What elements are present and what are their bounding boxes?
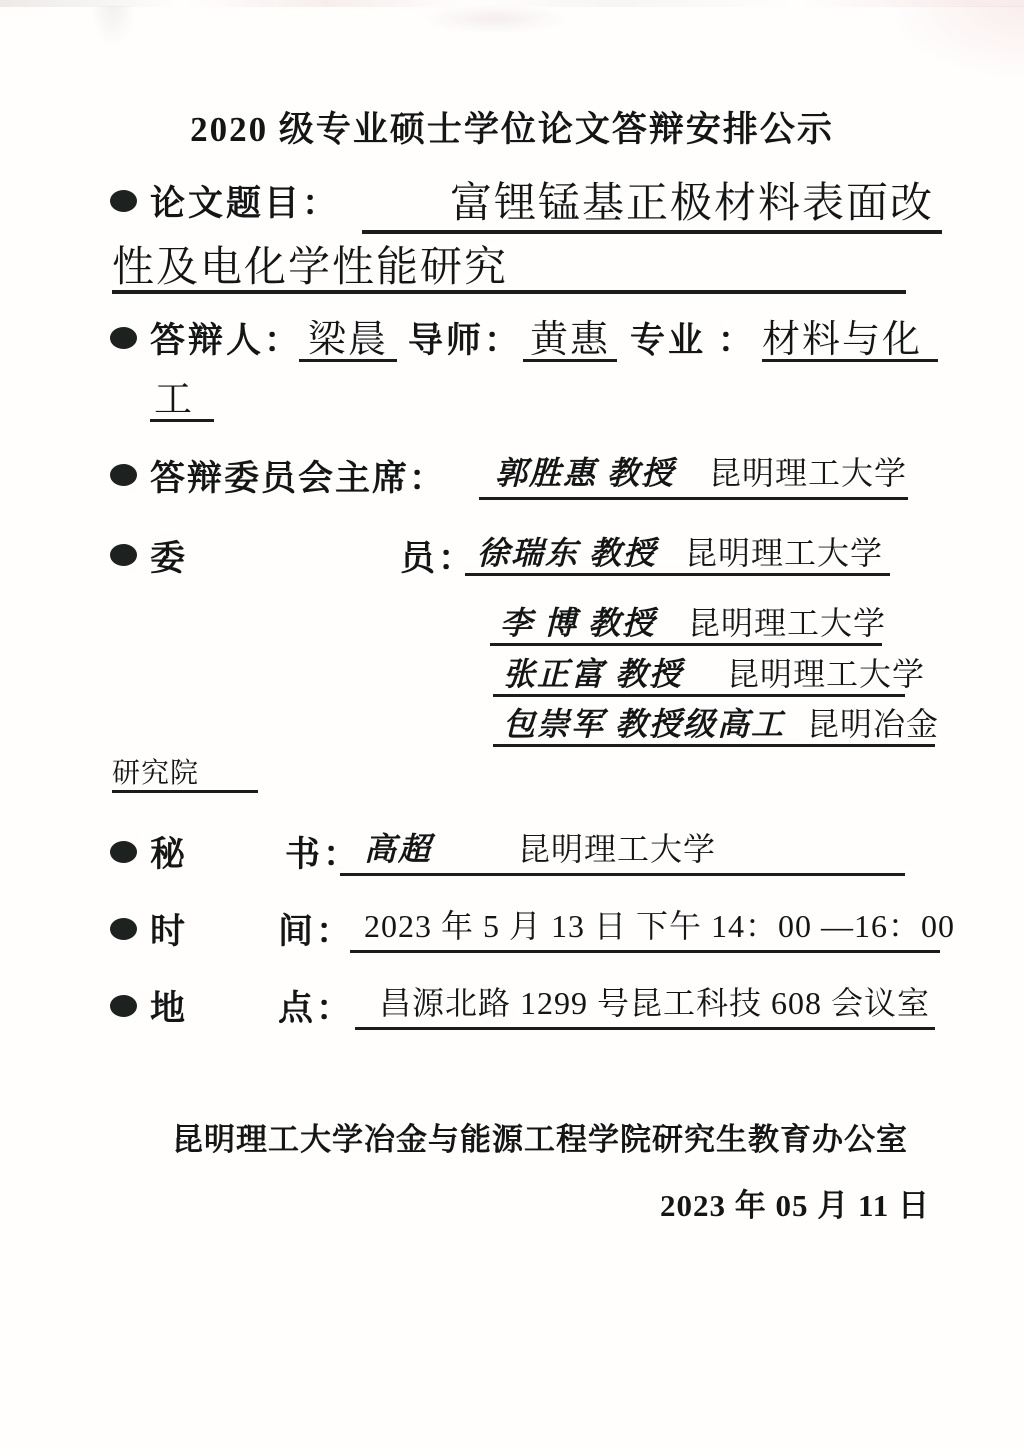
major-value-line2: 工 (150, 368, 214, 422)
chair-label: 答辩委员会主席： (150, 459, 447, 498)
major-label: 专业 ： (630, 321, 756, 360)
member-org: 昆明理工大学 (727, 656, 926, 692)
committee-member-row (493, 699, 940, 747)
advisor-name: 黄惠 (523, 308, 617, 362)
committee-member-row (493, 649, 926, 697)
scan-edge-artifact (0, 0, 1024, 7)
footer-office: 昆明理工大学冶金与能源工程学院研究生教育办公室 (172, 1122, 908, 1157)
member-name: 李 博 教授 (500, 605, 657, 641)
member-name: 徐瑞东 教授 (477, 535, 658, 571)
secretary-org: 昆明理工大学 (518, 831, 717, 867)
committee-member-row (465, 528, 890, 576)
bullet-marker (110, 544, 137, 566)
committee-label-colon: 员： (400, 539, 477, 578)
time-value: 2023 年 5 月 13 日 下午 14：00 —16：00 (350, 901, 940, 953)
committee-member-row (490, 598, 887, 646)
bullet-marker (110, 464, 137, 486)
page-title: 2020 级专业硕士学位论文答辩安排公示 (190, 110, 834, 149)
chair-org: 昆明理工大学 (709, 455, 908, 491)
member-org-carryover: 研究院 (112, 751, 258, 793)
bullet-marker (110, 995, 137, 1017)
advisor-label: 导师： (408, 321, 523, 360)
scan-smudge (420, 4, 570, 34)
bullet-marker (110, 327, 137, 349)
committee-label: 委 (150, 539, 189, 578)
thesis-title-line2: 性及电化学性能研究 (112, 234, 906, 294)
secretary-label: 秘 (150, 835, 189, 874)
scan-smudge (90, 6, 136, 48)
time-label: 时 (150, 912, 189, 951)
thesis-title-label: 论文题目： (150, 184, 341, 223)
location-label: 地 (150, 989, 189, 1028)
member-org: 昆明冶金 (807, 706, 940, 742)
bullet-marker (110, 190, 137, 212)
secretary-label-colon: 书： (285, 835, 362, 874)
member-name: 包崇军 教授级高工 (503, 706, 786, 742)
bullet-marker (110, 918, 137, 940)
time-label-colon: 间： (278, 912, 355, 951)
location-label-colon: 点： (278, 989, 355, 1028)
location-value: 昌源北路 1299 号昆工科技 608 会议室 (355, 978, 935, 1030)
defender-label: 答辩人： (150, 321, 303, 360)
footer-date: 2023 年 05 月 11 日 (659, 1188, 930, 1223)
secretary-name: 高超 (364, 831, 433, 867)
member-org: 昆明理工大学 (688, 605, 887, 641)
defender-name: 梁晨 (299, 308, 397, 362)
secretary-value (340, 824, 905, 876)
member-org: 昆明理工大学 (685, 535, 884, 571)
chair-value (479, 448, 908, 500)
scan-smudge (894, 6, 1024, 76)
bullet-marker (110, 841, 137, 863)
thesis-title-line1: 富锂锰基正极材料表面改 (362, 170, 942, 234)
chair-name: 郭胜惠 教授 (495, 455, 676, 491)
major-value-line1: 材料与化 (762, 308, 938, 362)
member-name: 张正富 教授 (503, 656, 684, 692)
